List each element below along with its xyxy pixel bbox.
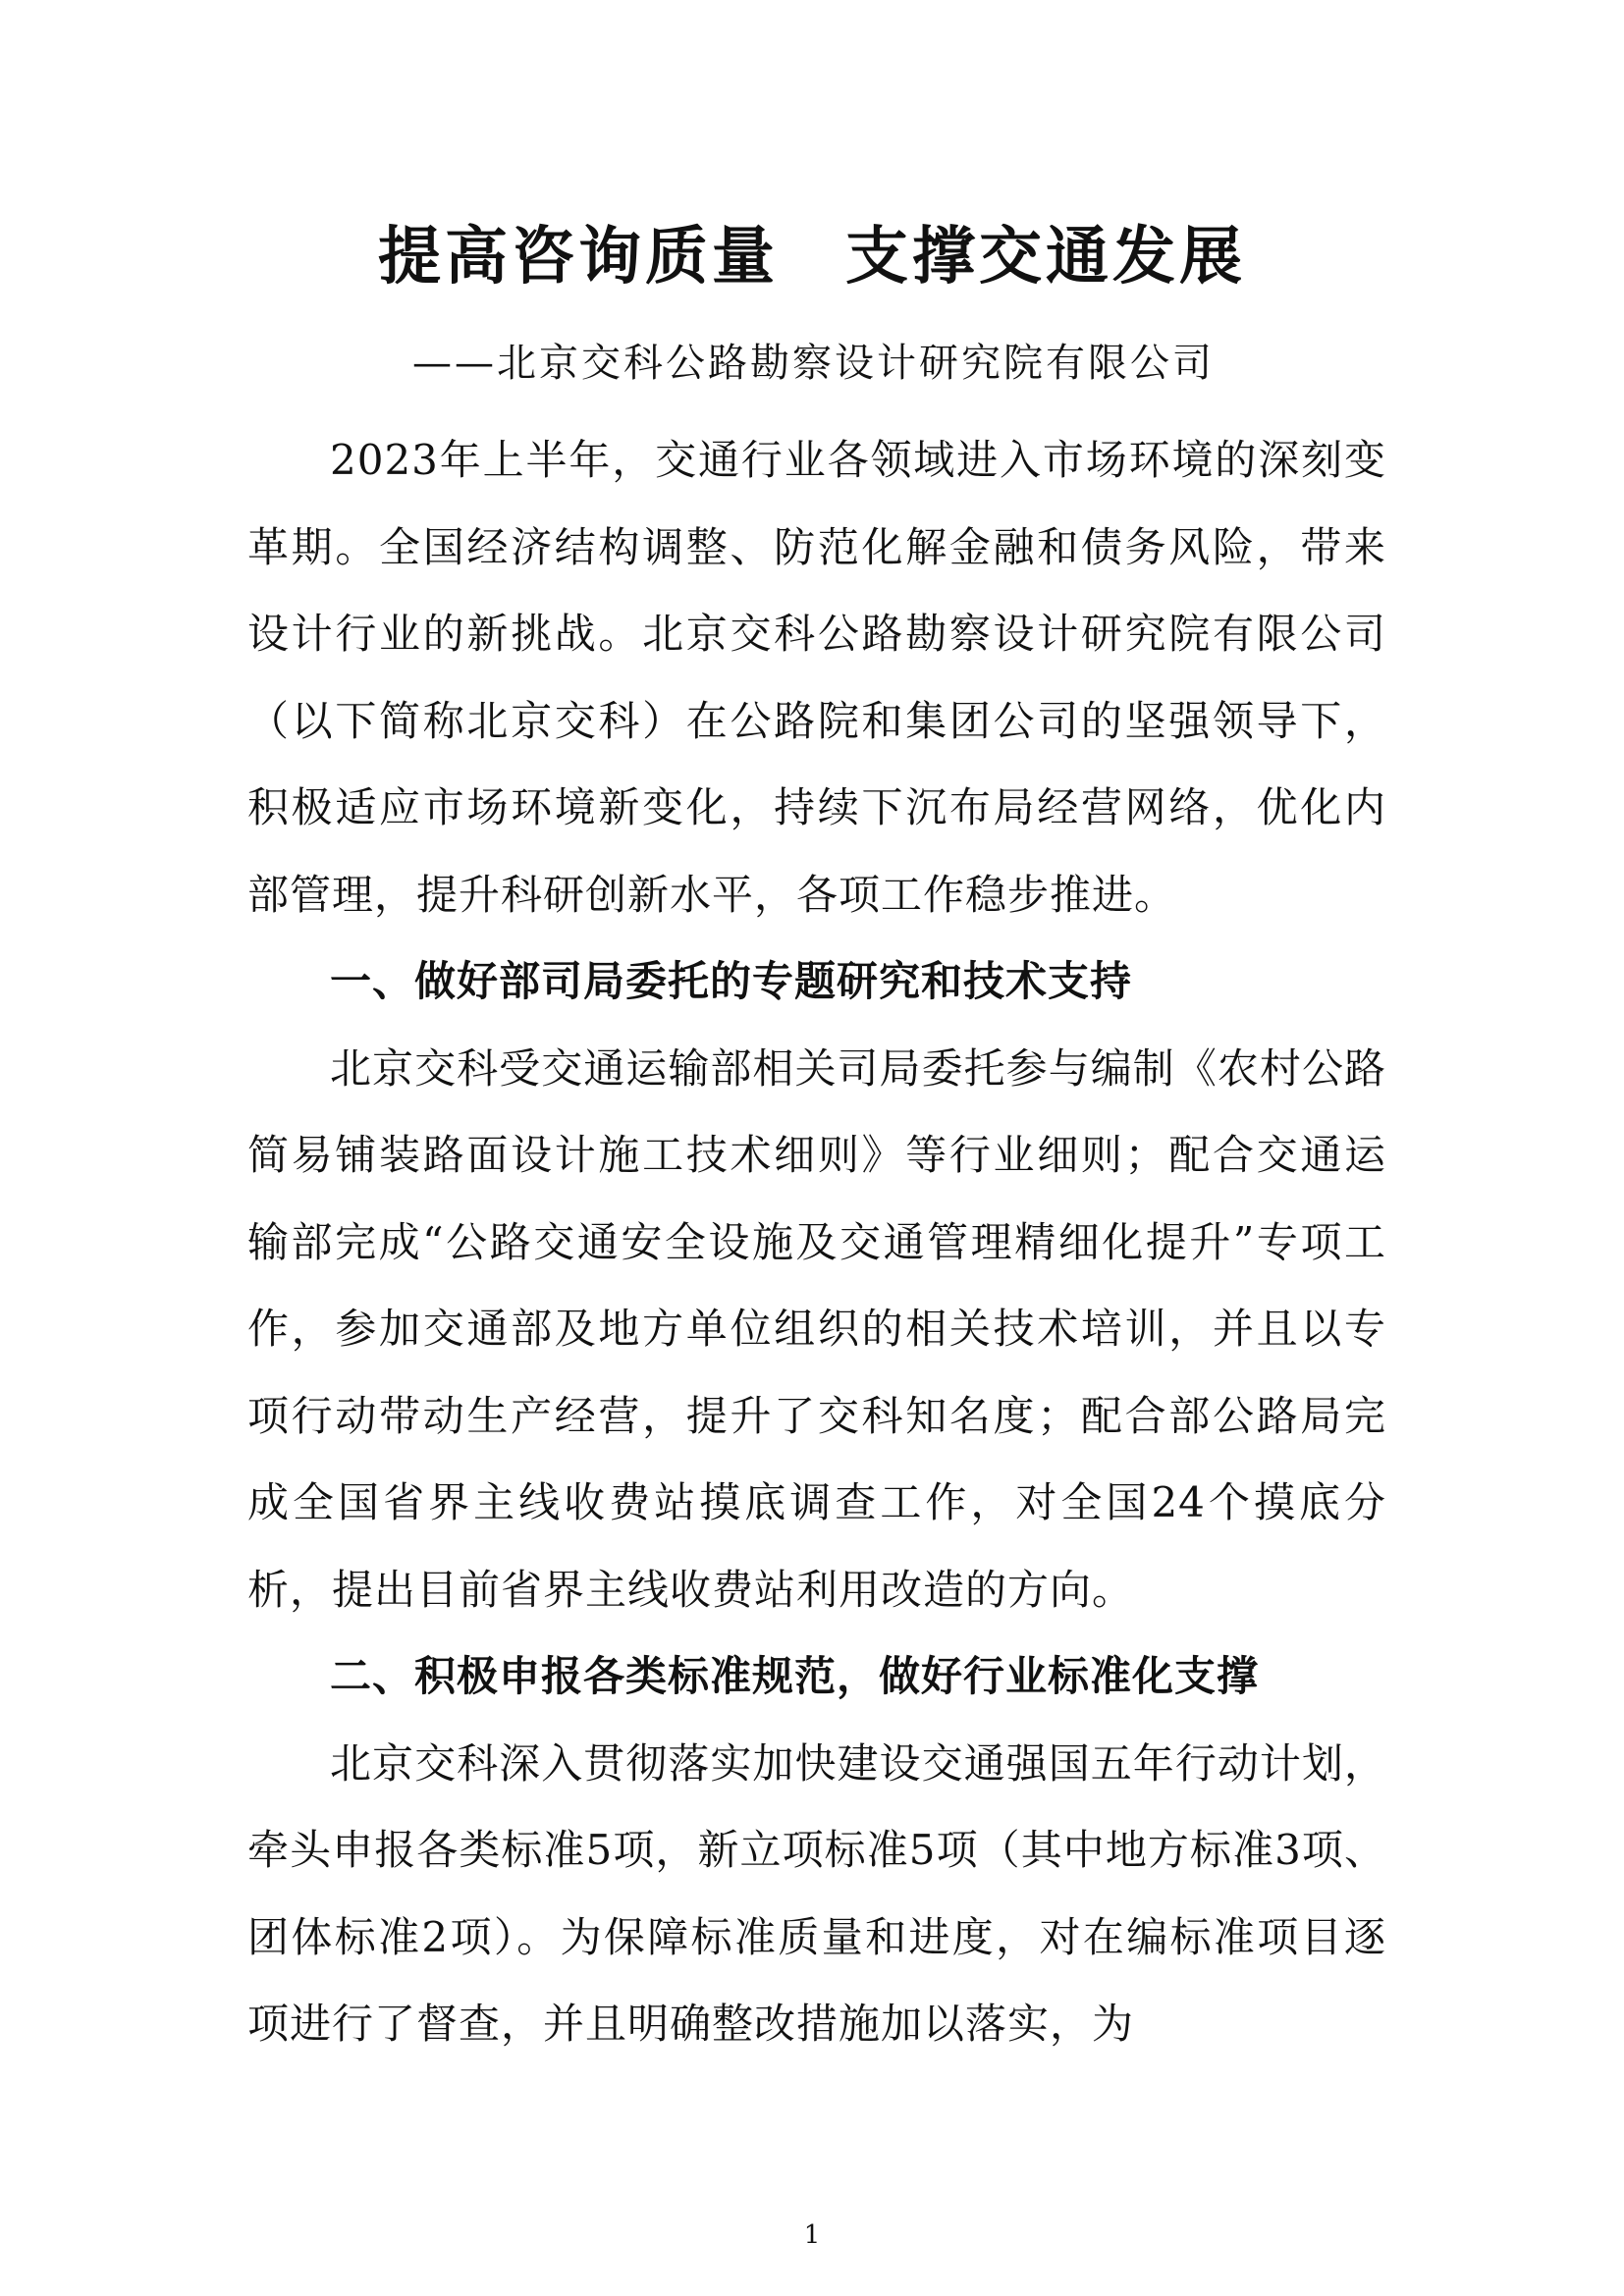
section-heading-2: 二、积极申报各类标准规范，做好行业标准化支撑 xyxy=(330,1652,1260,1700)
intro-paragraph: 2023年上半年，交通行业各领域进入市场环境的深刻变革期。全国经济结构调整、防范化解金融和债务风险，带来设计行业的新挑战。北京交科公路勘察设计研究院有限公司（以下简称北京交科）在公路院和集团公司的坚强领导下，积极适应市场环境新变化，持续下沉布局经营网络，优化内部管理，提升科研创新水平，各项工作稳步推进。 xyxy=(247,436,1386,919)
document-title: 提高咨询质量 支撑交通发展 xyxy=(378,220,1246,294)
section-paragraph-1: 北京交科受交通运输部相关司局委托参与编制《农村公路简易铺装路面设计施工技术细则》等行业细则；配合交通运输部完成“公路交通安全设施及交通管理精细化提升”专项工作，参加交通部及地方单位组织的相关技术培训，并且以专项行动带动生产经营，提升了交科知名度；配合部公路局完成全国省界主线收费站摸底调查工作，对全国24个摸底分析，提出目前省界主线收费站利用改造的方向。 xyxy=(247,1043,1386,1614)
section-paragraph-2: 北京交科深入贯彻落实加快建设交通强国五年行动计划，牵头申报各类标准5项，新立项标准5项（其中地方标准3项、团体标准2项）。为保障标准质量和进度，对在编标准项目逐项进行了督查，并且明确整改措施加以落实，为 xyxy=(247,1738,1386,2048)
document-body xyxy=(247,417,1386,2068)
section-heading-1: 一、做好部司局委托的专题研究和技术支持 xyxy=(330,957,1133,1005)
document-subtitle: ——北京交科公路勘察设计研究院有限公司 xyxy=(412,341,1215,386)
page-number: 1 xyxy=(803,2220,821,2250)
